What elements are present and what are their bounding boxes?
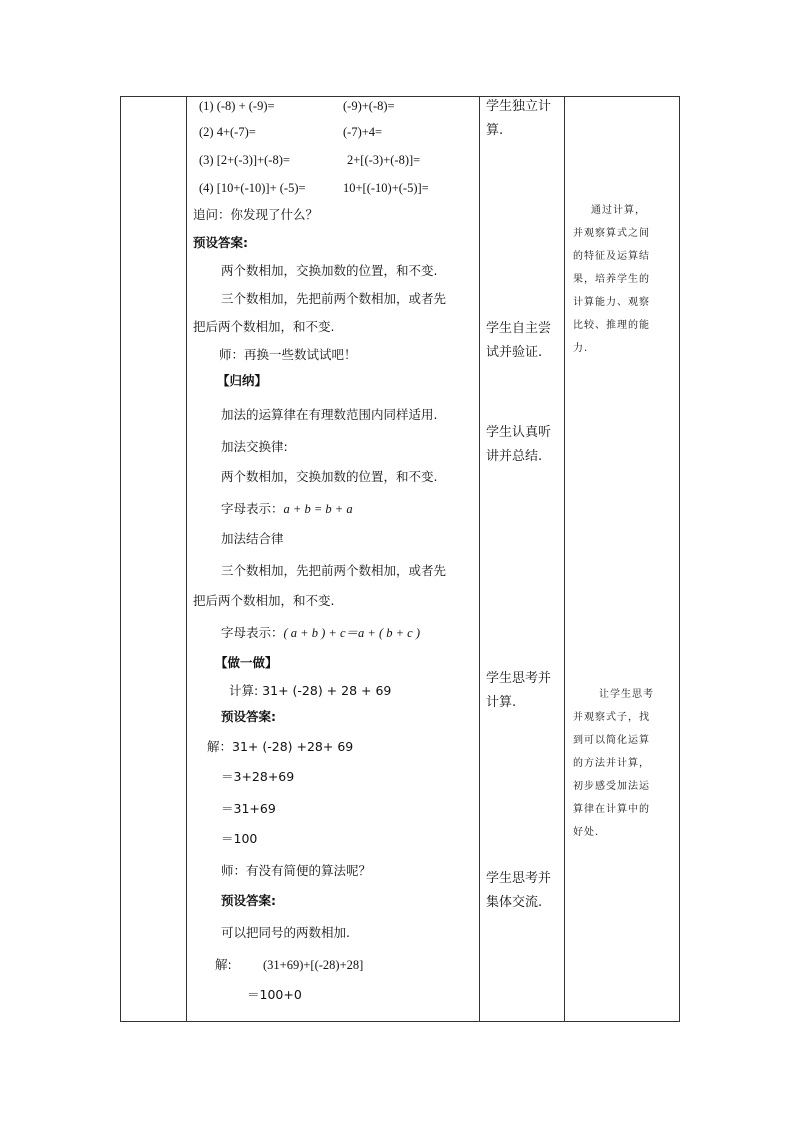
lesson-table — [120, 96, 680, 1022]
student-activity-2: 学生自主尝 试并验证. — [486, 321, 552, 360]
teacher-prompt: 师：再换一些数试试吧！ — [219, 347, 357, 362]
solution2-label: 解: — [215, 957, 232, 972]
exercise-2-right: (-7)+4= — [343, 125, 383, 139]
student-activity-5: 学生思考并 集体交流. — [486, 871, 552, 910]
design-note-1: 通过计算， 并观察算式之间 的特征及运算结 果，培养学生的 计算能力、观察 比较、推理的能 力. — [573, 205, 650, 354]
commutative-formula: a + b = b + a — [283, 502, 353, 516]
commutative-title: 加法交换律: — [221, 439, 288, 454]
associative-formula: ( a + b ) + c＝a + ( b + c ) — [283, 626, 421, 640]
solution-step-2: ＝3+28+69 — [221, 769, 295, 784]
answer-associative-line1: 三个数相加，先把前两个数相加，或者先 — [221, 291, 447, 306]
associative-title: 加法结合律 — [221, 531, 284, 546]
formula-label: 字母表示： — [221, 625, 284, 640]
exercise-1-right: (-9)+(-8)= — [343, 99, 395, 113]
exercise-4-left: (4) [10+(-10)]+ (-5)= — [199, 181, 306, 195]
student-activity-3: 学生认真听 讲并总结. — [486, 425, 552, 464]
exercise-3-right: 2+[(-3)+(-8)]= — [347, 153, 421, 167]
solution2-expression: (31+69)+[(-28)+28] — [263, 958, 364, 972]
preset-answer-label: 预设答案: — [221, 709, 276, 724]
teaching-content-cell — [187, 97, 479, 1021]
practice-calculation: 计算: 31+ (-28) + 28 + 69 — [229, 683, 392, 698]
solution-step-3: ＝31+69 — [221, 801, 276, 816]
design-note-2: 让学生思考 并观察式子，找 到可以简化运算 的方法并计算， 初步感受加法运 算律在计算中的 好处. — [573, 689, 654, 838]
student-activity-cell — [480, 97, 564, 1021]
solution-step-1: 解：31+ (-28) +28+ 69 — [207, 739, 354, 754]
exercise-4-right: 10+[(-10)+(-5)]= — [343, 181, 429, 195]
exercise-1-left: (1) (-8) + (-9)= — [199, 99, 275, 113]
summary-intro: 加法的运算律在有理数范围内同样适用. — [221, 407, 438, 422]
student-activity-1: 学生独立计 算. — [486, 99, 552, 138]
follow-up-question: 追问：你发现了什么？ — [193, 207, 319, 222]
simplify-hint: 可以把同号的两数相加. — [221, 925, 350, 940]
answer-commutative: 两个数相加，交换加数的位置，和不变. — [221, 263, 438, 278]
exercise-3-left: (3) [2+(-3)]+(-8)= — [199, 153, 290, 167]
solution2-result: ＝100+0 — [247, 987, 302, 1002]
exercise-2-left: (2) 4+(-7)= — [199, 125, 256, 139]
solution-step-4: ＝100 — [221, 831, 258, 846]
design-intent-cell — [565, 97, 679, 1021]
commutative-description: 两个数相加，交换加数的位置，和不变. — [221, 469, 438, 484]
preset-answer-label: 预设答案: — [221, 893, 276, 908]
associative-formula-row — [221, 625, 420, 641]
preset-answer-label: 预设答案: — [193, 235, 248, 250]
practice-heading: 【做一做】 — [215, 655, 278, 670]
associative-desc-line1: 三个数相加，先把前两个数相加，或者先 — [221, 563, 447, 578]
teacher-question: 师：有没有简便的算法呢？ — [221, 863, 372, 878]
answer-associative-line2: 把后两个数相加，和不变. — [193, 319, 335, 334]
formula-label: 字母表示： — [221, 501, 284, 516]
associative-desc-line2: 把后两个数相加，和不变. — [193, 593, 335, 608]
student-activity-4: 学生思考并 计算. — [486, 671, 552, 710]
summary-heading: 【归纳】 — [217, 373, 268, 388]
commutative-formula-row — [221, 501, 353, 517]
